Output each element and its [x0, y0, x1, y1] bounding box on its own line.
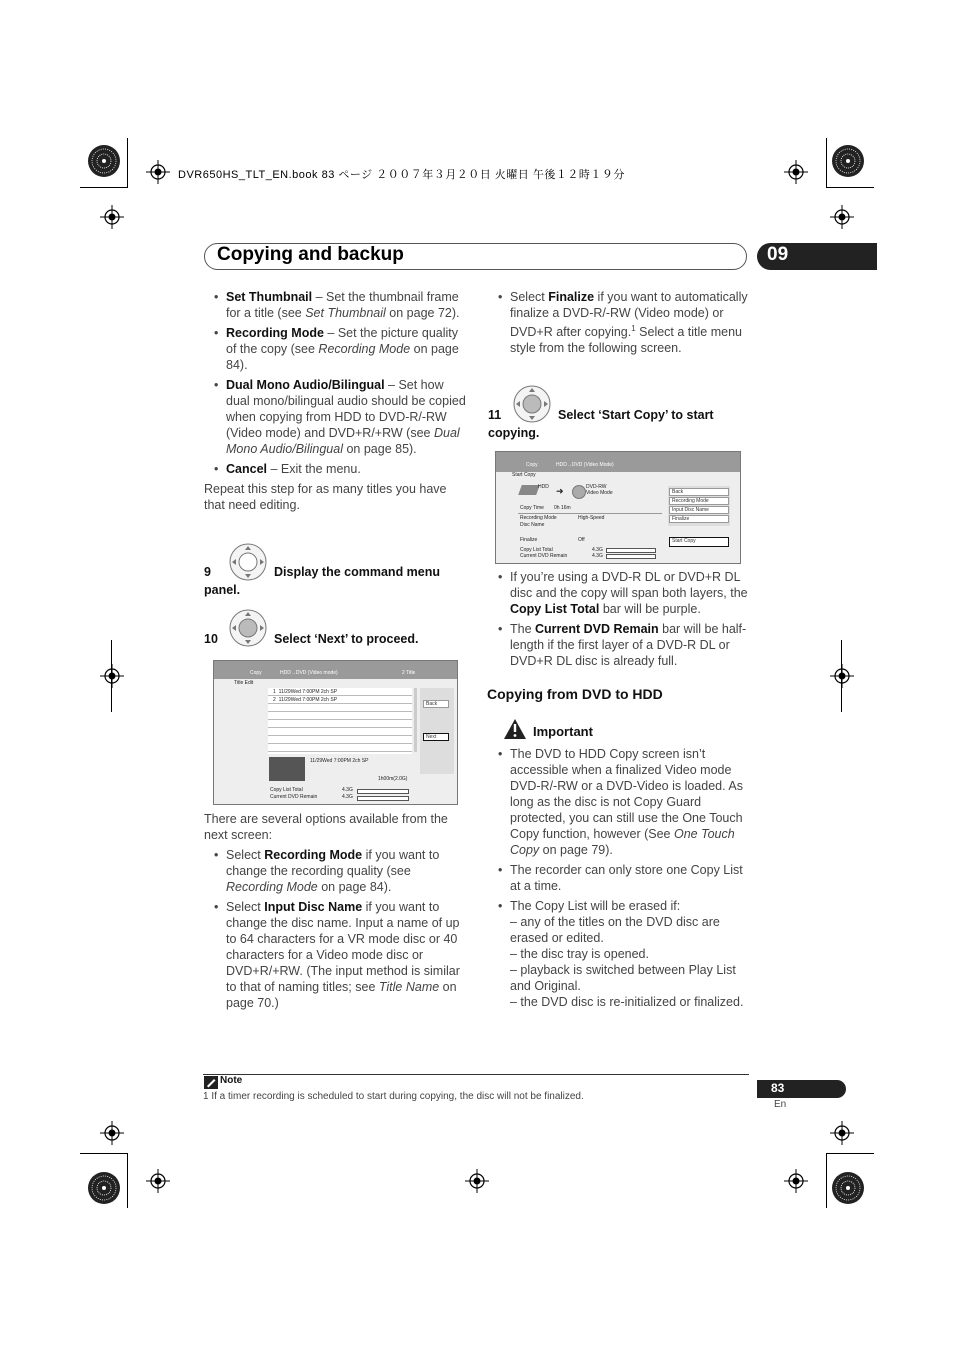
remote-dial-enter-icon — [228, 608, 268, 648]
copy-mode: HDD→DVD (Video Mode) — [556, 462, 614, 468]
section-title: Copying from DVD to HDD — [487, 686, 663, 702]
step-10-text: Select ‘Next’ to proceed. — [274, 632, 419, 646]
recording-mode-button[interactable]: Recording Mode — [669, 497, 729, 505]
important-bullets — [488, 746, 750, 1014]
bullet-copy-list-erased: • The Copy List will be erased if: – any of the titles on the DVD disc are erased or edited. – the disc tray is opened. – playback is switched between Play List and Original. – the DVD disc is re-initialized or finalized. — [488, 898, 750, 1010]
crop-line — [826, 138, 827, 188]
left-bullets — [204, 289, 466, 517]
title-duration: 1h00m(2.0G) — [378, 776, 408, 782]
title-edit-label: Title Edit — [234, 680, 254, 686]
crosshair-icon — [465, 1169, 489, 1198]
remote-dial-icon — [228, 542, 268, 582]
copy-list-total-label: Copy List Total — [520, 547, 553, 553]
crop-line — [80, 187, 128, 188]
note-divider — [203, 1074, 749, 1075]
crosshair-icon — [830, 1121, 854, 1150]
crop-line — [826, 187, 874, 188]
recording-mode-value: High-Speed — [578, 515, 605, 521]
important-label: Important — [533, 724, 593, 739]
current-dvd-remain-bar — [357, 796, 409, 801]
registration-mark-br — [830, 1170, 866, 1211]
bullet-one-copy-list: • The recorder can only store one Copy List at a time. — [488, 862, 750, 894]
back-button[interactable]: Back — [669, 488, 729, 496]
crop-line — [826, 1153, 827, 1208]
bullet-dvd-to-hdd-access: • The DVD to HDD Copy screen isn’t accessible when a finalized Video mode DVD-R/-RW or a DVD-Video is loaded. As long as the disc is not Copy Guard protected, you can still use the One Touch Copy function, however (See One Touch Copy on page 79). — [488, 746, 750, 858]
copy-list-total-bar — [606, 548, 656, 553]
crosshair-icon — [100, 1121, 124, 1150]
crosshair-icon — [100, 664, 124, 693]
crosshair-icon — [830, 664, 854, 693]
current-dvd-remain-label: Current DVD Remain — [520, 553, 568, 559]
step-9-number: 9 — [204, 565, 211, 579]
crosshair-icon — [146, 1169, 170, 1198]
page-number: 83 — [757, 1080, 846, 1098]
crosshair-icon — [784, 160, 808, 189]
disc-icon — [572, 485, 586, 499]
book-header: DVR650HS_TLT_EN.book 83 ページ ２００７年３月２０日 火曜日 午後１２時１９分 — [178, 169, 625, 181]
copy-list-total-value: 4.3G — [342, 787, 353, 793]
finalize-section — [488, 289, 750, 360]
thumbnail — [269, 757, 305, 781]
bullet-dual-mono: • Dual Mono Audio/Bilingual – Set how dual mono/bilingual audio should be copied when copying from HDD to DVD-R/-RW (Video mode) and DVD+R/+RW (see Dual Mono Audio/Bilingual on page 85). — [204, 377, 466, 457]
crosshair-icon — [100, 205, 124, 234]
title-count: 2 Title — [402, 670, 416, 676]
arrow-right-icon: ➜ — [556, 486, 564, 496]
start-copy-button[interactable]: Start Copy — [669, 537, 729, 547]
finalize-button[interactable]: Finalize — [669, 515, 729, 523]
copy-time-value: 0h 16m — [554, 505, 571, 511]
table-row[interactable]: 2 11/29Wed 7:00PM 2ch SP — [273, 697, 338, 703]
destination-label: DVD-RW — [586, 484, 607, 490]
title-detail: 11/29Wed 7:00PM 2ch SP — [310, 758, 369, 764]
bullet-set-thumbnail: • Set Thumbnail – Set the thumbnail frame for a title (see Set Thumbnail on page 72). — [204, 289, 466, 321]
bullet-dl-copy-list: • If you’re using a DVD-R DL or DVD+R DL disc and the copy will span both layers, the Copy List Total bar will be purple. — [488, 569, 750, 617]
start-copy-label: Start Copy — [512, 472, 536, 478]
footnote-ref: 1 — [631, 324, 636, 333]
options-section — [204, 811, 466, 1015]
step-10-number: 10 — [204, 632, 218, 646]
crop-line — [80, 1153, 128, 1154]
step-11-cont: copying. — [488, 426, 540, 440]
copy-tab: Copy — [526, 462, 538, 468]
registration-mark-tl — [86, 143, 122, 184]
current-dvd-remain-value: 4.3G — [342, 794, 353, 800]
page-language: En — [774, 1099, 787, 1110]
copy-title-edit-screen — [213, 660, 458, 805]
repeat-text: Repeat this step for as many titles you have that need editing. — [204, 482, 447, 512]
chapter-title: Copying and backup — [217, 244, 404, 265]
copy-mode: HDD→DVD (Video mode) — [280, 670, 338, 676]
crop-line — [127, 1153, 128, 1208]
finalize-label: Finalize — [520, 537, 538, 543]
table-row[interactable]: 1 11/29Wed 7:00PM 2ch SP — [273, 689, 338, 695]
scrollbar[interactable] — [414, 688, 417, 752]
step-9-text: Display the command menu — [274, 565, 441, 579]
recording-mode-label: Recording Mode — [520, 515, 557, 521]
current-dvd-remain-label: Current DVD Remain — [270, 794, 318, 800]
next-button[interactable]: Next — [423, 733, 449, 741]
bullet-select-recording-mode: • Select Recording Mode if you want to change the recording quality (see Recording Mode on page 84). — [204, 847, 466, 895]
source-label: HDD — [538, 484, 549, 490]
crosshair-icon — [830, 205, 854, 234]
crop-line — [127, 138, 128, 188]
copy-list-total-label: Copy List Total — [270, 787, 303, 793]
dl-bullets — [488, 569, 750, 673]
input-disc-name-button[interactable]: Input Disc Name — [669, 506, 729, 514]
note-label: Note — [220, 1075, 243, 1086]
copy-list-total-value: 4.3G — [592, 547, 603, 553]
current-dvd-remain-value: 4.3G — [592, 553, 603, 559]
start-copy-screen — [495, 451, 741, 564]
remote-dial-enter-icon — [512, 384, 552, 424]
destination-mode: Video Mode — [586, 490, 613, 496]
bullet-select-input-disc-name: • Select Input Disc Name if you want to change the disc name. Input a name of up to 64 characters for a VR mode disc or 40 characters for a Video mode disc or DVD+R/+RW. (The input method is similar to that of naming titles; see Title Name on page 70.) — [204, 899, 466, 1011]
bullet-cancel: • Cancel – Exit the menu. — [204, 461, 466, 477]
current-dvd-remain-bar — [606, 554, 656, 559]
registration-mark-bl — [86, 1170, 122, 1211]
bullet-select-finalize: • Select Finalize if you want to automatically finalize a DVD-R/-RW (Video mode) or DVD+R after copying.$^1$ Select a title menu style from the following screen. — [488, 289, 750, 356]
copy-list-total-bar — [357, 789, 409, 794]
disc-name-label: Disc Name — [520, 522, 545, 528]
bullet-dl-remain: • The Current DVD Remain bar will be half-length if the first layer of a DVD-R DL or DVD+R DL disc is already full. — [488, 621, 750, 669]
copy-tab: Copy — [250, 670, 262, 676]
chapter-number-badge: 09 — [757, 243, 877, 270]
step-9-cont: panel. — [204, 583, 241, 597]
crosshair-icon — [784, 1169, 808, 1198]
hdd-icon — [518, 485, 540, 495]
warning-icon — [503, 718, 527, 745]
finalize-value: Off — [578, 537, 585, 543]
bullet-recording-mode: • Recording Mode – Set the picture quality of the copy (see Recording Mode on page 84). — [204, 325, 466, 373]
title-list — [268, 688, 412, 754]
crop-line — [111, 640, 112, 712]
registration-mark-tr — [830, 143, 866, 184]
step-11-number: 11 — [488, 408, 502, 422]
options-intro: There are several options available from the next screen: — [204, 812, 448, 842]
step-11-text: Select ‘Start Copy’ to start — [558, 408, 714, 422]
crop-line — [841, 640, 842, 712]
crop-line — [826, 1153, 874, 1154]
note-text: 1 If a timer recording is scheduled to start during copying, the disc will not be finalized. — [203, 1091, 584, 1102]
copy-time-label: Copy Time — [520, 505, 544, 511]
back-button[interactable]: Back — [423, 700, 449, 708]
crosshair-icon — [146, 160, 170, 189]
